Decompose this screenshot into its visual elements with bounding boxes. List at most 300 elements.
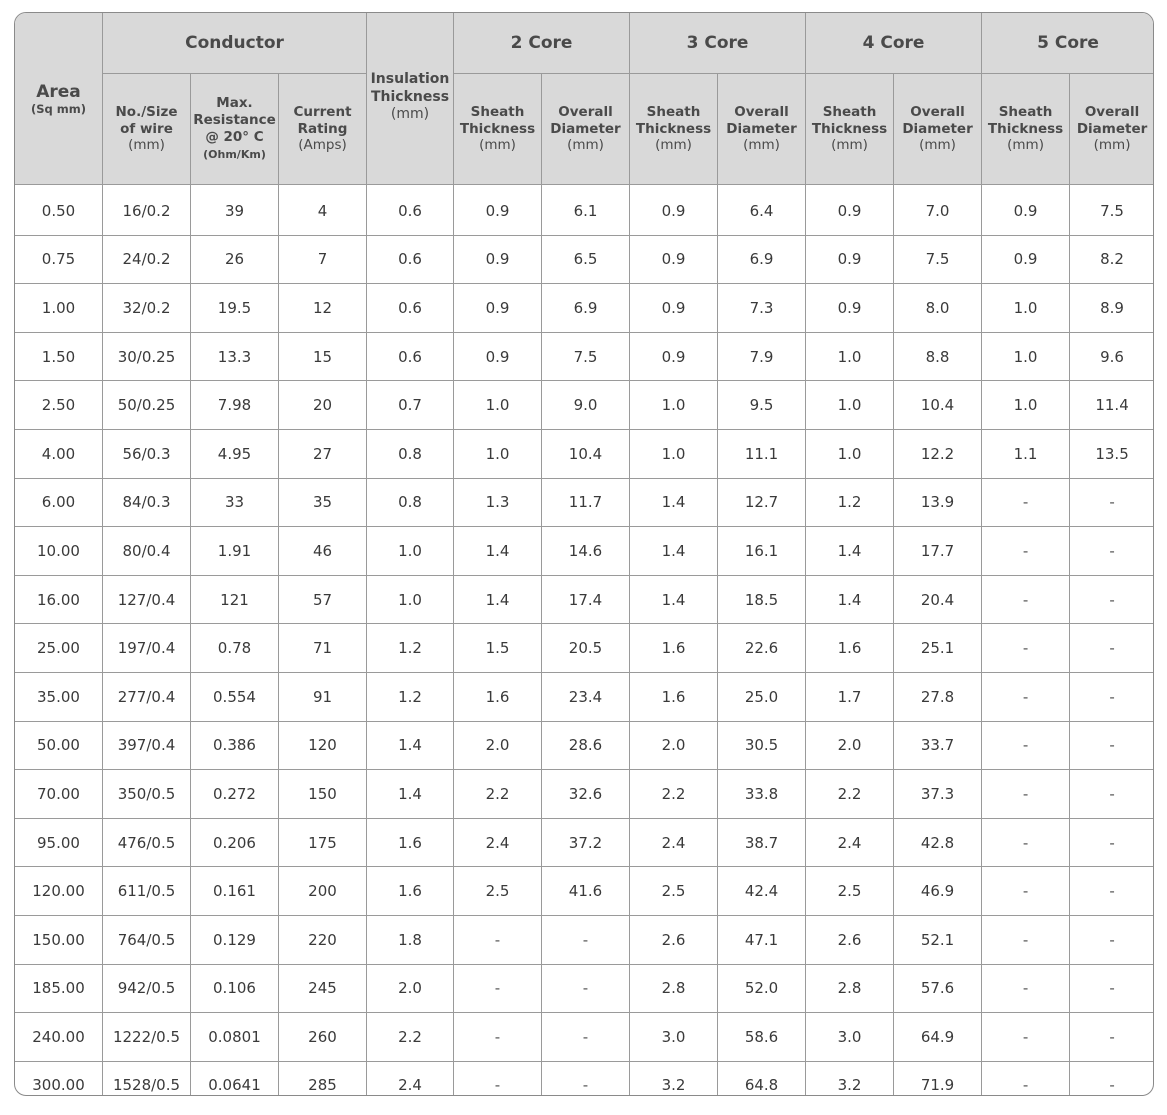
- header-3-core: 3 Core: [630, 13, 806, 74]
- cell-3core-overall: 7.9: [718, 332, 806, 381]
- overall-label-3: (mm): [1093, 137, 1131, 154]
- cell-4core-overall: 71.9: [894, 1061, 982, 1096]
- table-row: [15, 235, 1155, 284]
- cell-4core-sheath: 3.0: [806, 1013, 894, 1062]
- cell-5core-sheath: -: [982, 964, 1070, 1013]
- cell-insulation: 0.8: [367, 478, 454, 527]
- table-row: [15, 478, 1155, 527]
- overall-label-3: (mm): [919, 137, 956, 154]
- cell-4core-overall: 46.9: [894, 867, 982, 916]
- cell-insulation: 2.0: [367, 964, 454, 1013]
- max-res-label-1: Max.: [216, 95, 253, 112]
- max-res-label-3: @ 20° C: [205, 129, 264, 145]
- cell-insulation: 1.8: [367, 915, 454, 964]
- cell-2core-sheath: 1.3: [454, 478, 542, 527]
- cell-4core-overall: 7.0: [894, 185, 982, 236]
- cell-3core-sheath: 1.4: [630, 478, 718, 527]
- table-body: [15, 185, 1155, 1097]
- header-4core-overall: [894, 74, 982, 185]
- cell-5core-sheath: 0.9: [982, 185, 1070, 236]
- cell-2core-overall: 17.4: [542, 575, 630, 624]
- cell-5core-overall: 8.2: [1070, 235, 1154, 284]
- cell-3core-overall: 16.1: [718, 527, 806, 576]
- cell-5core-sheath: 1.0: [982, 332, 1070, 381]
- cell-max-resistance: 0.206: [191, 818, 279, 867]
- cell-4core-overall: 12.2: [894, 429, 982, 478]
- cell-5core-sheath: -: [982, 478, 1070, 527]
- cell-4core-overall: 37.3: [894, 770, 982, 819]
- cell-3core-sheath: 1.0: [630, 429, 718, 478]
- cell-3core-sheath: 2.5: [630, 867, 718, 916]
- table-row: [15, 867, 1155, 916]
- cell-3core-overall: 7.3: [718, 284, 806, 333]
- cell-4core-sheath: 0.9: [806, 185, 894, 236]
- cell-max-resistance: 19.5: [191, 284, 279, 333]
- cell-4core-overall: 17.7: [894, 527, 982, 576]
- sheath-label-3: (mm): [831, 137, 868, 154]
- cell-3core-sheath: 2.6: [630, 915, 718, 964]
- cell-no-size: 764/0.5: [103, 915, 191, 964]
- cell-3core-sheath: 1.6: [630, 624, 718, 673]
- cell-current-rating: 15: [279, 332, 367, 381]
- cell-3core-sheath: 1.4: [630, 575, 718, 624]
- cell-no-size: 277/0.4: [103, 672, 191, 721]
- cell-max-resistance: 0.129: [191, 915, 279, 964]
- cell-5core-overall: -: [1070, 672, 1154, 721]
- cell-max-resistance: 4.95: [191, 429, 279, 478]
- cell-4core-sheath: 1.6: [806, 624, 894, 673]
- cell-5core-overall: -: [1070, 818, 1154, 867]
- table-row: [15, 381, 1155, 430]
- cell-3core-sheath: 1.6: [630, 672, 718, 721]
- overall-label-1: Overall: [558, 103, 613, 120]
- cell-area: 16.00: [15, 575, 103, 624]
- cell-4core-sheath: 1.4: [806, 575, 894, 624]
- sheath-label-2: Thickness: [459, 120, 536, 137]
- table-row: [15, 818, 1155, 867]
- cell-4core-sheath: 2.8: [806, 964, 894, 1013]
- cell-5core-sheath: 1.0: [982, 381, 1070, 430]
- cell-no-size: 197/0.4: [103, 624, 191, 673]
- cell-area: 6.00: [15, 478, 103, 527]
- cell-area: 120.00: [15, 867, 103, 916]
- cell-2core-sheath: 1.5: [454, 624, 542, 673]
- current-label-1: Current: [293, 103, 352, 120]
- cell-no-size: 24/0.2: [103, 235, 191, 284]
- cell-4core-overall: 27.8: [894, 672, 982, 721]
- cell-5core-sheath: -: [982, 575, 1070, 624]
- cell-4core-overall: 52.1: [894, 915, 982, 964]
- cell-5core-overall: -: [1070, 867, 1154, 916]
- table-row: [15, 624, 1155, 673]
- header-3core-sheath: [630, 74, 718, 185]
- header-5-core: 5 Core: [982, 13, 1154, 74]
- cell-area: 150.00: [15, 915, 103, 964]
- cell-5core-sheath: -: [982, 527, 1070, 576]
- cell-area: 0.75: [15, 235, 103, 284]
- cell-4core-sheath: 0.9: [806, 235, 894, 284]
- insulation-label-2: Thickness: [370, 88, 450, 105]
- cell-insulation: 1.2: [367, 624, 454, 673]
- cell-2core-overall: -: [542, 1061, 630, 1096]
- cell-current-rating: 35: [279, 478, 367, 527]
- cell-5core-sheath: -: [982, 867, 1070, 916]
- cell-max-resistance: 1.91: [191, 527, 279, 576]
- header-no-size-of-wire: [103, 74, 191, 185]
- cell-3core-sheath: 2.0: [630, 721, 718, 770]
- header-4-core: 4 Core: [806, 13, 982, 74]
- table-row: [15, 964, 1155, 1013]
- table-row: [15, 527, 1155, 576]
- cell-insulation: 1.2: [367, 672, 454, 721]
- cell-2core-sheath: 1.4: [454, 575, 542, 624]
- cell-current-rating: 150: [279, 770, 367, 819]
- cell-5core-sheath: -: [982, 1061, 1070, 1096]
- no-size-label-3: (mm): [128, 137, 165, 154]
- cell-5core-overall: -: [1070, 964, 1154, 1013]
- cell-2core-overall: 10.4: [542, 429, 630, 478]
- cell-current-rating: 4: [279, 185, 367, 236]
- cell-5core-sheath: -: [982, 915, 1070, 964]
- cell-3core-sheath: 3.0: [630, 1013, 718, 1062]
- table-row: [15, 770, 1155, 819]
- cell-4core-overall: 42.8: [894, 818, 982, 867]
- table-row: [15, 721, 1155, 770]
- cell-3core-overall: 25.0: [718, 672, 806, 721]
- cell-4core-overall: 8.0: [894, 284, 982, 333]
- cell-3core-overall: 6.4: [718, 185, 806, 236]
- cell-5core-overall: -: [1070, 527, 1154, 576]
- cell-3core-overall: 47.1: [718, 915, 806, 964]
- cell-2core-overall: 23.4: [542, 672, 630, 721]
- cell-no-size: 16/0.2: [103, 185, 191, 236]
- sheath-label-1: Sheath: [998, 103, 1053, 120]
- cell-4core-sheath: 2.0: [806, 721, 894, 770]
- cell-max-resistance: 0.0801: [191, 1013, 279, 1062]
- cell-current-rating: 20: [279, 381, 367, 430]
- cell-current-rating: 285: [279, 1061, 367, 1096]
- cell-2core-sheath: 1.0: [454, 381, 542, 430]
- cell-2core-sheath: -: [454, 964, 542, 1013]
- cell-insulation: 0.8: [367, 429, 454, 478]
- cell-2core-sheath: 2.0: [454, 721, 542, 770]
- cell-2core-overall: 28.6: [542, 721, 630, 770]
- cell-max-resistance: 26: [191, 235, 279, 284]
- table-row: [15, 1061, 1155, 1096]
- cell-3core-overall: 6.9: [718, 235, 806, 284]
- cell-3core-overall: 22.6: [718, 624, 806, 673]
- cell-insulation: 2.2: [367, 1013, 454, 1062]
- cell-current-rating: 27: [279, 429, 367, 478]
- cell-current-rating: 175: [279, 818, 367, 867]
- cell-3core-overall: 30.5: [718, 721, 806, 770]
- overall-label-1: Overall: [910, 103, 965, 120]
- cell-no-size: 30/0.25: [103, 332, 191, 381]
- no-size-label-1: No./Size: [115, 103, 178, 120]
- cell-3core-overall: 33.8: [718, 770, 806, 819]
- cell-3core-overall: 12.7: [718, 478, 806, 527]
- cell-4core-overall: 57.6: [894, 964, 982, 1013]
- cell-4core-sheath: 1.0: [806, 381, 894, 430]
- cell-no-size: 942/0.5: [103, 964, 191, 1013]
- cell-3core-overall: 64.8: [718, 1061, 806, 1096]
- cell-no-size: 80/0.4: [103, 527, 191, 576]
- cell-3core-sheath: 2.2: [630, 770, 718, 819]
- current-label-2: Rating: [297, 120, 348, 137]
- cell-4core-overall: 8.8: [894, 332, 982, 381]
- header-insulation-thickness: [367, 13, 454, 185]
- cell-2core-overall: -: [542, 1013, 630, 1062]
- cell-4core-sheath: 1.7: [806, 672, 894, 721]
- header-area: [15, 13, 103, 185]
- header-conductor: Conductor: [103, 13, 367, 74]
- cell-insulation: 0.6: [367, 235, 454, 284]
- cell-insulation: 2.4: [367, 1061, 454, 1096]
- cell-3core-overall: 11.1: [718, 429, 806, 478]
- cell-3core-sheath: 2.4: [630, 818, 718, 867]
- sheath-label-1: Sheath: [822, 103, 877, 120]
- cell-max-resistance: 0.272: [191, 770, 279, 819]
- cell-area: 95.00: [15, 818, 103, 867]
- cell-no-size: 476/0.5: [103, 818, 191, 867]
- cell-insulation: 0.6: [367, 284, 454, 333]
- cell-5core-overall: -: [1070, 1013, 1154, 1062]
- cell-2core-overall: 20.5: [542, 624, 630, 673]
- cell-4core-overall: 13.9: [894, 478, 982, 527]
- cell-4core-sheath: 1.0: [806, 332, 894, 381]
- cell-no-size: 1222/0.5: [103, 1013, 191, 1062]
- cell-5core-sheath: -: [982, 672, 1070, 721]
- cell-2core-overall: 7.5: [542, 332, 630, 381]
- cell-5core-overall: 9.6: [1070, 332, 1154, 381]
- cell-2core-sheath: 0.9: [454, 235, 542, 284]
- sheath-label-3: (mm): [1007, 137, 1044, 154]
- cell-4core-overall: 7.5: [894, 235, 982, 284]
- header-5core-sheath: [982, 74, 1070, 185]
- overall-label-2: Diameter: [902, 120, 973, 137]
- cell-no-size: 56/0.3: [103, 429, 191, 478]
- header-4core-sheath: [806, 74, 894, 185]
- table-row: [15, 332, 1155, 381]
- header-max-resistance: [191, 74, 279, 185]
- overall-label-1: Overall: [1084, 103, 1140, 120]
- cell-2core-overall: 6.5: [542, 235, 630, 284]
- table-row: [15, 429, 1155, 478]
- cell-insulation: 1.4: [367, 721, 454, 770]
- cell-2core-overall: -: [542, 915, 630, 964]
- sheath-label-2: Thickness: [635, 120, 712, 137]
- cell-2core-sheath: 1.0: [454, 429, 542, 478]
- cell-current-rating: 220: [279, 915, 367, 964]
- sheath-label-2: Thickness: [811, 120, 888, 137]
- sheath-label-3: (mm): [655, 137, 692, 154]
- cell-insulation: 1.6: [367, 818, 454, 867]
- cell-area: 0.50: [15, 185, 103, 236]
- cell-3core-sheath: 2.8: [630, 964, 718, 1013]
- sheath-label-3: (mm): [479, 137, 516, 154]
- cell-2core-sheath: 2.4: [454, 818, 542, 867]
- cell-current-rating: 7: [279, 235, 367, 284]
- cell-4core-overall: 64.9: [894, 1013, 982, 1062]
- cell-area: 50.00: [15, 721, 103, 770]
- cell-max-resistance: 7.98: [191, 381, 279, 430]
- cell-3core-overall: 9.5: [718, 381, 806, 430]
- cell-2core-sheath: -: [454, 1013, 542, 1062]
- cell-2core-sheath: 1.6: [454, 672, 542, 721]
- sheath-label-1: Sheath: [646, 103, 701, 120]
- cell-max-resistance: 0.106: [191, 964, 279, 1013]
- cell-max-resistance: 121: [191, 575, 279, 624]
- cell-max-resistance: 0.0641: [191, 1061, 279, 1096]
- cell-3core-sheath: 3.2: [630, 1061, 718, 1096]
- cell-5core-overall: 8.9: [1070, 284, 1154, 333]
- cell-no-size: 32/0.2: [103, 284, 191, 333]
- cell-5core-overall: -: [1070, 770, 1154, 819]
- cell-area: 240.00: [15, 1013, 103, 1062]
- cable-spec-table-frame: [14, 12, 1154, 1096]
- cell-area: 35.00: [15, 672, 103, 721]
- cell-2core-overall: 6.9: [542, 284, 630, 333]
- overall-label-2: Diameter: [726, 120, 797, 137]
- cell-5core-sheath: -: [982, 721, 1070, 770]
- overall-label-1: Overall: [734, 103, 789, 120]
- cell-5core-overall: 13.5: [1070, 429, 1154, 478]
- cell-4core-sheath: 2.4: [806, 818, 894, 867]
- cell-4core-overall: 33.7: [894, 721, 982, 770]
- cell-insulation: 1.6: [367, 867, 454, 916]
- area-label: Area: [36, 81, 81, 102]
- cell-2core-overall: -: [542, 964, 630, 1013]
- table-row: [15, 915, 1155, 964]
- cell-5core-sheath: -: [982, 624, 1070, 673]
- table-row: [15, 672, 1155, 721]
- cell-2core-overall: 37.2: [542, 818, 630, 867]
- cell-4core-sheath: 0.9: [806, 284, 894, 333]
- cell-5core-overall: -: [1070, 624, 1154, 673]
- cell-3core-overall: 38.7: [718, 818, 806, 867]
- cell-current-rating: 71: [279, 624, 367, 673]
- cell-3core-sheath: 0.9: [630, 332, 718, 381]
- cell-5core-overall: -: [1070, 575, 1154, 624]
- cell-area: 25.00: [15, 624, 103, 673]
- cell-3core-overall: 52.0: [718, 964, 806, 1013]
- cell-current-rating: 91: [279, 672, 367, 721]
- cell-5core-sheath: -: [982, 818, 1070, 867]
- cell-2core-sheath: -: [454, 915, 542, 964]
- header-2core-overall: [542, 74, 630, 185]
- table-row: [15, 1013, 1155, 1062]
- cell-4core-sheath: 2.6: [806, 915, 894, 964]
- overall-label-3: (mm): [567, 137, 604, 154]
- cell-5core-overall: -: [1070, 915, 1154, 964]
- cell-4core-overall: 20.4: [894, 575, 982, 624]
- cell-area: 2.50: [15, 381, 103, 430]
- cell-insulation: 1.0: [367, 527, 454, 576]
- cell-4core-overall: 10.4: [894, 381, 982, 430]
- cell-3core-overall: 58.6: [718, 1013, 806, 1062]
- cell-2core-overall: 6.1: [542, 185, 630, 236]
- header-2core-sheath: [454, 74, 542, 185]
- table-row: [15, 575, 1155, 624]
- cell-5core-sheath: -: [982, 770, 1070, 819]
- cell-current-rating: 57: [279, 575, 367, 624]
- cell-2core-sheath: 0.9: [454, 332, 542, 381]
- cell-insulation: 0.7: [367, 381, 454, 430]
- cell-4core-sheath: 2.2: [806, 770, 894, 819]
- cell-no-size: 397/0.4: [103, 721, 191, 770]
- cell-no-size: 1528/0.5: [103, 1061, 191, 1096]
- cell-5core-sheath: -: [982, 1013, 1070, 1062]
- sheath-label-2: Thickness: [987, 120, 1064, 137]
- max-res-label-4: (Ohm/Km): [203, 147, 266, 161]
- cell-current-rating: 245: [279, 964, 367, 1013]
- header-2-core: 2 Core: [454, 13, 630, 74]
- cell-4core-sheath: 3.2: [806, 1061, 894, 1096]
- cell-no-size: 84/0.3: [103, 478, 191, 527]
- table-row: [15, 185, 1155, 236]
- cell-2core-sheath: 1.4: [454, 527, 542, 576]
- header-5core-overall: [1070, 74, 1154, 185]
- cell-no-size: 611/0.5: [103, 867, 191, 916]
- cell-5core-overall: 11.4: [1070, 381, 1154, 430]
- cell-5core-sheath: 1.1: [982, 429, 1070, 478]
- cell-current-rating: 46: [279, 527, 367, 576]
- cell-current-rating: 200: [279, 867, 367, 916]
- cell-insulation: 0.6: [367, 185, 454, 236]
- cell-max-resistance: 0.161: [191, 867, 279, 916]
- cell-2core-overall: 14.6: [542, 527, 630, 576]
- max-res-label-2: Resistance: [193, 112, 276, 129]
- overall-label-2: Diameter: [1076, 120, 1148, 137]
- cell-3core-sheath: 0.9: [630, 185, 718, 236]
- cell-area: 10.00: [15, 527, 103, 576]
- cell-2core-overall: 41.6: [542, 867, 630, 916]
- cell-3core-sheath: 0.9: [630, 235, 718, 284]
- cell-3core-sheath: 1.4: [630, 527, 718, 576]
- header-3core-overall: [718, 74, 806, 185]
- cell-5core-overall: -: [1070, 721, 1154, 770]
- cell-4core-overall: 25.1: [894, 624, 982, 673]
- table-row: [15, 284, 1155, 333]
- cell-no-size: 50/0.25: [103, 381, 191, 430]
- cell-area: 300.00: [15, 1061, 103, 1096]
- cell-max-resistance: 13.3: [191, 332, 279, 381]
- cell-2core-sheath: -: [454, 1061, 542, 1096]
- no-size-label-2: of wire: [120, 120, 173, 137]
- cell-4core-sheath: 1.0: [806, 429, 894, 478]
- cell-insulation: 1.0: [367, 575, 454, 624]
- cell-max-resistance: 0.78: [191, 624, 279, 673]
- cell-5core-sheath: 0.9: [982, 235, 1070, 284]
- cell-area: 70.00: [15, 770, 103, 819]
- cell-max-resistance: 39: [191, 185, 279, 236]
- cell-area: 4.00: [15, 429, 103, 478]
- insulation-label-1: Insulation: [370, 71, 450, 87]
- cell-3core-sheath: 1.0: [630, 381, 718, 430]
- cell-3core-overall: 18.5: [718, 575, 806, 624]
- cell-current-rating: 260: [279, 1013, 367, 1062]
- cell-current-rating: 12: [279, 284, 367, 333]
- cell-area: 1.50: [15, 332, 103, 381]
- cell-4core-sheath: 2.5: [806, 867, 894, 916]
- cell-3core-sheath: 0.9: [630, 284, 718, 333]
- cell-area: 185.00: [15, 964, 103, 1013]
- cell-5core-overall: 7.5: [1070, 185, 1154, 236]
- cell-2core-overall: 32.6: [542, 770, 630, 819]
- header-current-rating: [279, 74, 367, 185]
- cell-max-resistance: 0.386: [191, 721, 279, 770]
- cell-2core-sheath: 2.2: [454, 770, 542, 819]
